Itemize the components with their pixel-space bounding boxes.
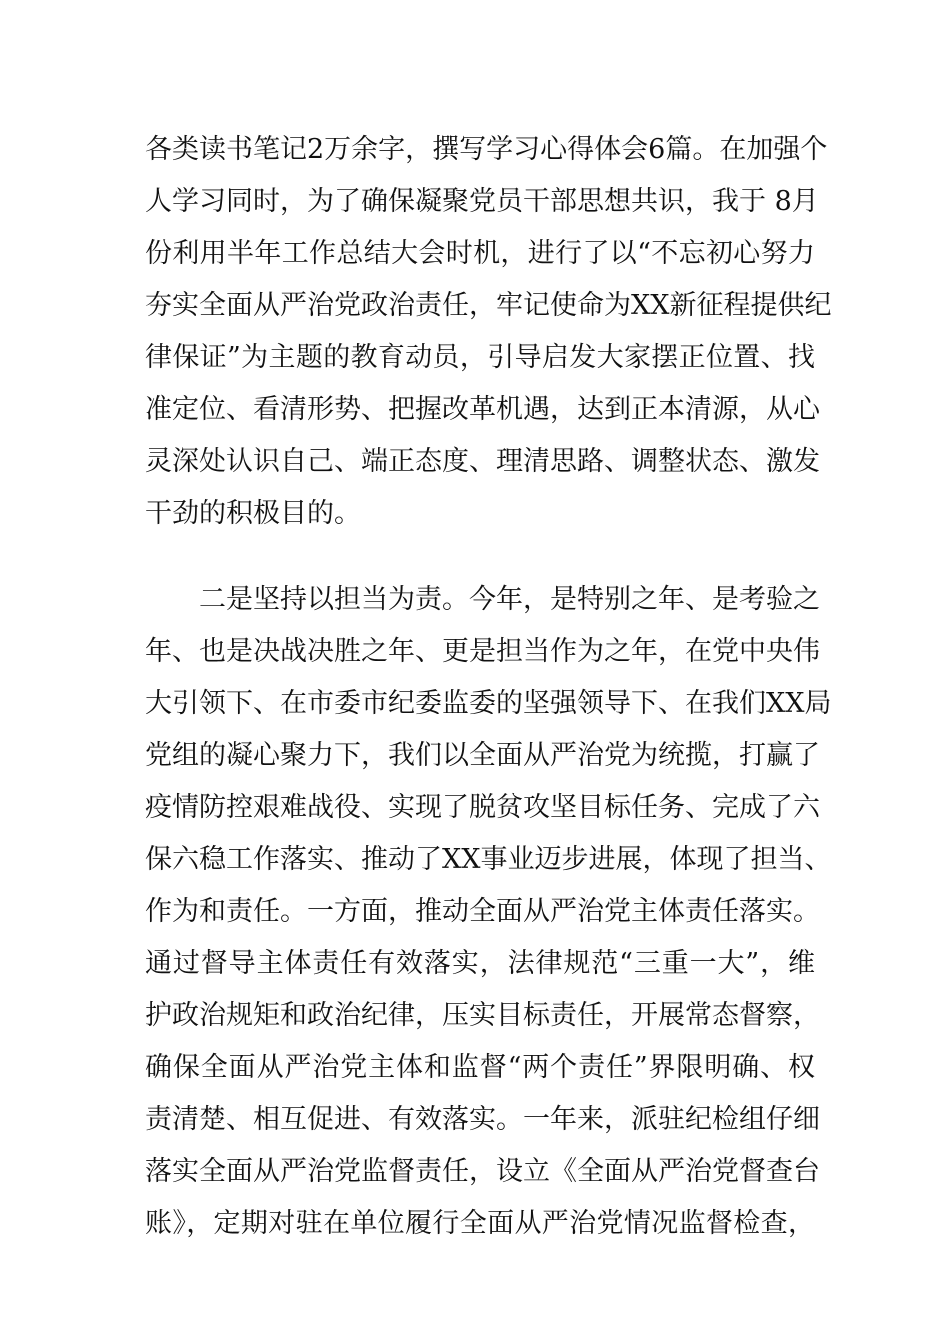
paragraph-line: 党组的凝心聚力下，我们以全面从严治党为统揽，打赢了 (145, 740, 820, 771)
paragraph-line: 份利用半年工作总结大会时机，进行了以“不忘初心努力 (145, 238, 815, 269)
paragraph-line: 人学习同时，为了确保凝聚党员干部思想共识，我于 8月 (145, 186, 819, 217)
paragraph-line: 确保全面从严治党主体和监督“两个责任”界限明确、权 (145, 1052, 815, 1083)
paragraph-line: 干劲的积极目的。 (145, 498, 361, 529)
paragraph-line: 疫情防控艰难战役、实现了脱贫攻坚目标任务、完成了六 (145, 792, 820, 823)
paragraph-line: 落实全面从严治党监督责任，设立《全面从严治党督查台 (145, 1156, 820, 1187)
paragraph-line: 保六稳工作落实、推动了XX事业迈步进展，体现了担当、 (145, 844, 832, 875)
paragraph-line: 大引领下、在市委市纪委监委的坚强领导下、在我们XX局 (145, 688, 832, 719)
paragraph-line: 护政治规矩和政治纪律，压实目标责任，开展常态督察， (145, 1000, 820, 1031)
paragraph-line: 年、也是决战决胜之年、更是担当作为之年，在党中央伟 (145, 636, 820, 667)
paragraph-line: 通过督导主体责任有效落实，法律规范“三重一大”，维 (145, 948, 815, 979)
paragraph-line: 灵深处认识自己、端正态度、理清思路、调整状态、激发 (145, 446, 820, 477)
paragraph-line: 律保证”为主题的教育动员，引导启发大家摆正位置、找 (145, 342, 815, 373)
paragraph-line: 准定位、看清形势、把握改革机遇，达到正本清源，从心 (145, 394, 820, 425)
paragraph-line: 账》，定期对驻在单位履行全面从严治党情况监督检查， (145, 1208, 815, 1239)
paragraph-2 (145, 574, 832, 1250)
paragraph-line: 责清楚、相互促进、有效落实。一年来，派驻纪检组仔细 (145, 1104, 820, 1135)
paragraph-line: 作为和责任。一方面，推动全面从严治党主体责任落实。 (145, 896, 820, 927)
paragraph-line: 夯实全面从严治党政治责任，牢记使命为XX新征程提供纪 (145, 290, 832, 321)
paragraph-line: 二是坚持以担当为责。今年，是特别之年、是考验之 (199, 584, 820, 615)
paragraph-1 (145, 124, 832, 540)
paragraph-line: 各类读书笔记2万余字，撰写学习心得体会6篇。在加强个 (145, 134, 828, 165)
